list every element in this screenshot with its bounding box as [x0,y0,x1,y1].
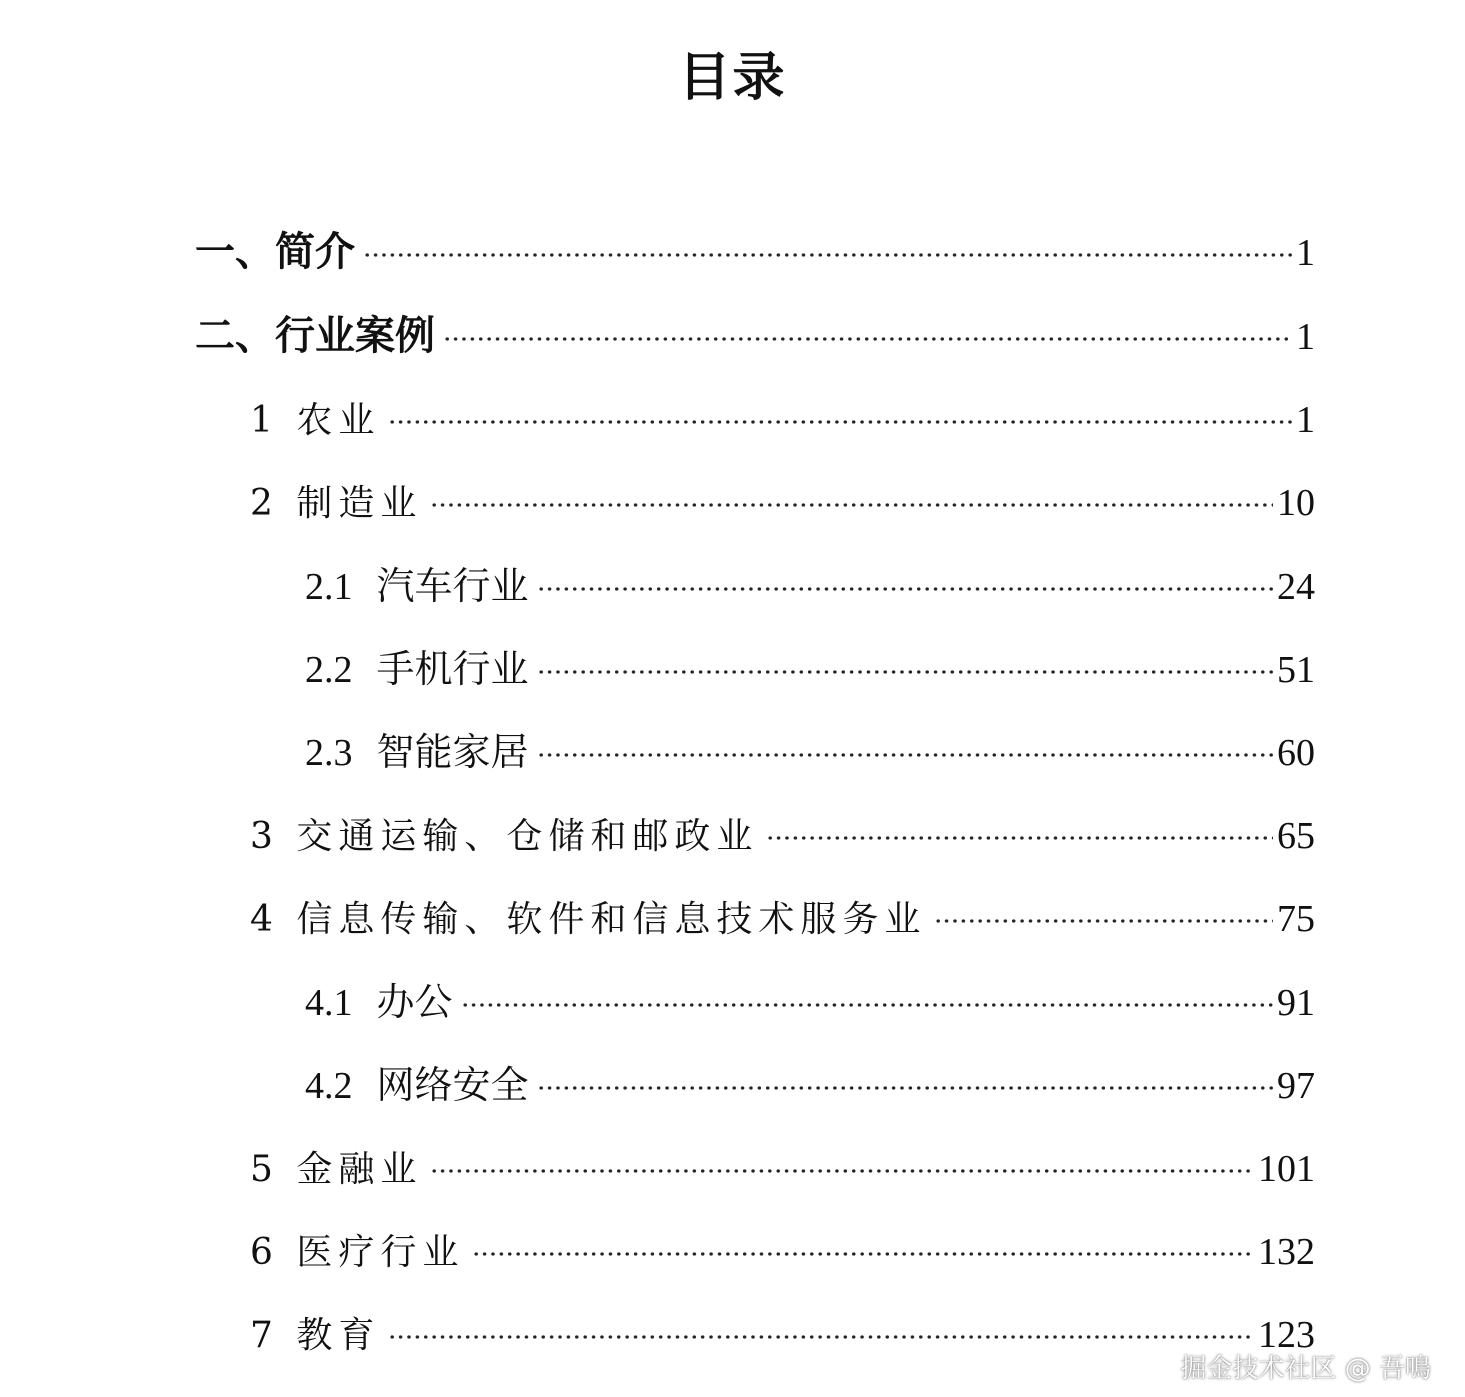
toc-leader-dots [934,914,1273,928]
toc-page-number: 75 [1277,898,1315,940]
watermark: 掘金技术社区 @ 吾鳴 [1180,1354,1431,1384]
toc-entry-intro[interactable] [195,212,1315,275]
toc-entry-number: 2.3 [305,732,353,774]
toc-leader-dots [537,748,1273,762]
toc-leader-dots [461,998,1273,1012]
toc-page-number: 1 [1296,232,1315,274]
toc-entry-number: 2.1 [305,566,353,608]
toc-entry-number: 2.2 [305,649,353,691]
toc-entry-label: 1 农业 [250,400,381,441]
toc-entry-label [305,647,537,691]
toc-entry-text: 手机行业 [376,647,529,691]
toc-entry-number: 4.1 [305,982,353,1024]
toc-page-number: 101 [1258,1148,1315,1190]
toc-leader-dots [443,332,1292,346]
toc-entry-label: 2 制造业 [250,483,423,524]
toc-leader-dots [472,1247,1254,1261]
toc-page-number: 1 [1296,316,1315,358]
toc-entry-number: 4.2 [305,1065,353,1107]
toc-entry-smart-home[interactable] [305,712,1315,772]
toc-entry-automotive[interactable] [305,546,1315,606]
toc-page-number: 91 [1277,982,1315,1024]
toc-page-number: 60 [1277,732,1315,774]
toc-entry-label: 5 金融业 [250,1149,423,1190]
toc-page-number: 10 [1277,482,1315,524]
toc-leader-dots [430,1164,1254,1178]
toc-page-number: 24 [1277,566,1315,608]
toc-entry-text: 汽车行业 [376,564,529,608]
toc-entry-manufacturing[interactable] [250,462,1315,522]
toc-entry-transport[interactable] [250,795,1315,855]
toc-entry-label: 二、行业案例 [195,313,435,359]
toc-leader-dots [363,248,1292,262]
toc-entry-label [305,980,461,1024]
toc-leader-dots [766,831,1273,845]
toc-leader-dots [537,665,1273,679]
toc-entry-agriculture[interactable] [250,379,1315,439]
toc-leader-dots [537,1081,1273,1095]
toc-page-number: 132 [1258,1231,1315,1273]
page-title: 目录 [678,47,787,108]
toc-entry-industry-cases[interactable] [195,296,1315,359]
toc-entry-label: 7 教育 [250,1315,381,1356]
toc-page-number: 65 [1277,815,1315,857]
toc-page-number: 97 [1277,1065,1315,1107]
toc-entry-label [305,564,537,608]
toc-entry-finance[interactable] [250,1128,1315,1188]
toc-leader-dots [388,1330,1254,1344]
toc-entry-text: 办公 [376,980,453,1024]
toc-entry-label: 4 信息传输、软件和信息技术服务业 [250,899,927,940]
toc-entry-label: 3 交通运输、仓储和邮政业 [250,816,759,857]
toc-entry-label [305,1063,537,1107]
toc-leader-dots [430,498,1273,512]
toc-entry-information-tech[interactable] [250,878,1315,938]
toc-entry-label: 6 医疗行业 [250,1232,465,1273]
toc-page-number: 1 [1296,399,1315,441]
toc-leader-dots [388,415,1292,429]
toc-entry-label: 一、简介 [195,229,355,275]
toc-entry-text: 智能家居 [376,730,529,774]
toc-page-number: 123 [1258,1314,1315,1356]
toc-entry-label [305,730,537,774]
toc-page-number: 51 [1277,649,1315,691]
toc-entry-office[interactable] [305,962,1315,1022]
toc-entry-network-security[interactable] [305,1045,1315,1105]
toc-entry-text: 网络安全 [376,1063,529,1107]
toc-entry-medical[interactable] [250,1211,1315,1271]
toc-entry-mobile-phone[interactable] [305,629,1315,689]
toc-entry-education[interactable] [250,1294,1315,1354]
toc-leader-dots [537,582,1273,596]
